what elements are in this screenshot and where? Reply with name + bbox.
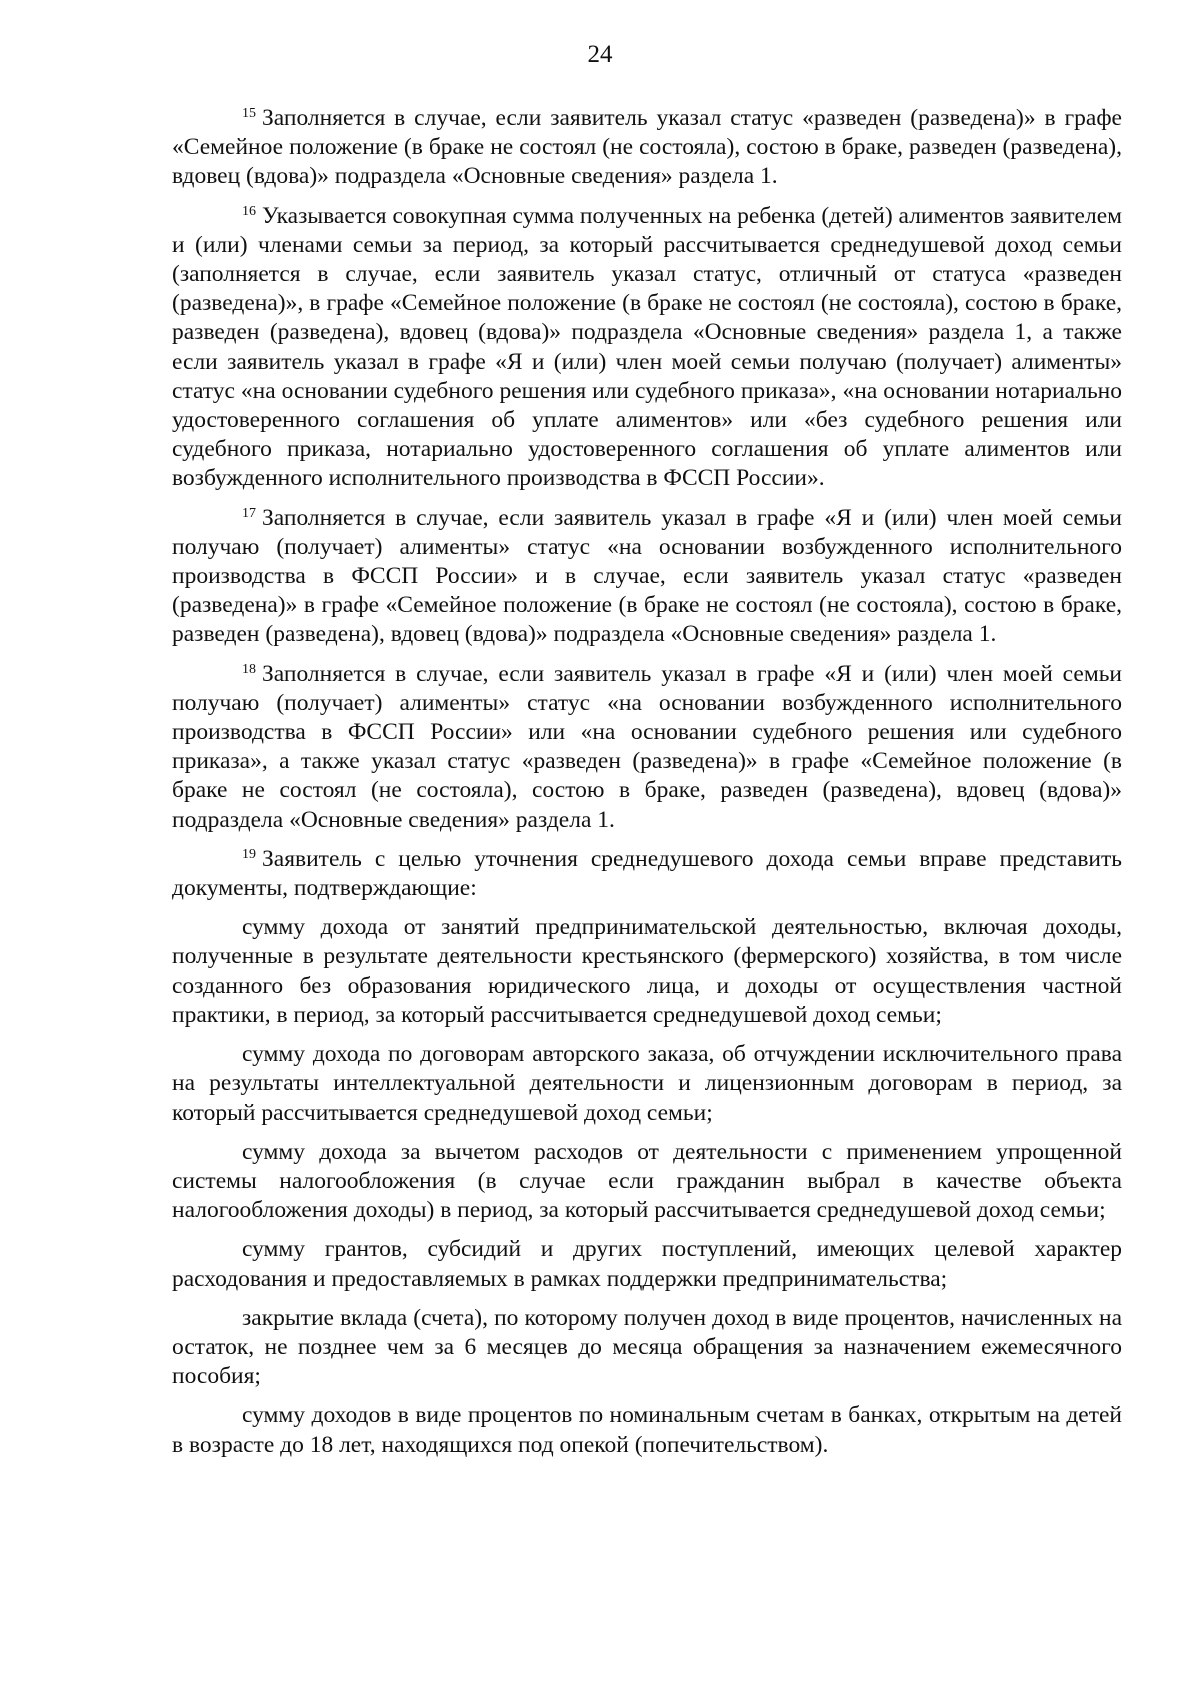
footnote-marker: 18 — [242, 661, 256, 677]
list-item: сумму грантов, субсидий и других поступлений, имеющих целевой характер расходования и предоставляемых в рамках поддержки предпринимательства; — [172, 1236, 1122, 1292]
list-item: сумму доходов в виде процентов по номинальным счетам в банках, открытым на детей в возрасте до 18 лет, находящихся под опекой (попечительством). — [172, 1402, 1122, 1458]
footnote-17 — [172, 504, 1122, 650]
list-item: сумму дохода по договорам авторского заказа, об отчуждении исключительного права на результаты интеллектуальной деятельности и лицензионным договорам в период, за который рассчитывается среднедушевой доход семьи; — [172, 1041, 1122, 1126]
footnote-marker: 16 — [242, 203, 256, 219]
page-number: 24 — [587, 41, 613, 68]
footnote-15 — [172, 104, 1122, 192]
footnote-marker: 15 — [242, 106, 256, 121]
footnote-19 — [172, 845, 1122, 903]
footnote-text: Заполняется в случае, если заявитель указал в графе «Я и (или) член моей семьи получаю (получает) алименты» статус «на основании возбужденного исполнительного производства в ФССП России» или «на основании судебного решения или судебного приказа», а также указал статус «разведен (разведена)» в графе «Семейное положение (в браке не состоял (не состояла), состою в браке, разведен (разведена), вдовец (вдова)» подраздела «Основные сведения» раздела 1. — [172, 660, 1122, 833]
list-item: сумму дохода за вычетом расходов от деятельности с применением упрощенной системы налогообложения (в случае если гражданин выбрал в качестве объекта налогообложения доходы) в период, за который рассчитывается среднедушевой доход семьи; — [172, 1138, 1122, 1224]
footnote-text: Заполняется в случае, если заявитель указал статус «разведен (разведена)» в графе «Семейное положение (в браке не состоял (не состояла), состою в браке, разведен (разведена), вдовец (вдова)» подраздела «Основные сведения» раздела 1. — [172, 105, 1122, 190]
list-item: сумму дохода от занятий предпринимательской деятельностью, включая доходы, полученные в результате деятельности крестьянского (фермерского) хозяйства, в том числе созданного без образования юридического лица, и доходы от осуществления частной практики, в период, за который рассчитывается среднедушевой доход семьи; — [172, 914, 1122, 1028]
footnote-marker: 17 — [242, 505, 256, 521]
footnote-16 — [172, 202, 1122, 494]
footnote-text: Указывается совокупная сумма полученных на ребенка (детей) алиментов заявителем и (или) членами семьи за период, за который рассчитывается среднедушевой доход семьи (заполняется в случае, если заявитель указал статус, отличный от статуса «разведен (разведена)», в графе «Семейное положение (в браке не состоял (не состояла), состою в браке, разведен (разведена), вдовец (вдова)» подраздела «Основные сведения» раздела 1, а также если заявитель указал в графе «Я и (или) член моей семьи получаю (получает) алименты» статус «на основании судебного решения или судебного приказа», «на основании нотариально удостоверенного соглашения об уплате алиментов» или «без судебного решения или судебного приказа, нотариально удостоверенного соглашения об уплате алиментов или возбужденного исполнительного производства в ФССП России». — [172, 202, 1122, 492]
footnote-text: Заполняется в случае, если заявитель указал в графе «Я и (или) член моей семьи получаю (получает) алименты» статус «на основании возбужденного исполнительного производства в ФССП России» и в случае, если заявитель указал статус «разведен (разведена)» в графе «Семейное положение (в браке не состоял (не состояла), состою в браке, разведен (разведена), вдовец (вдова)» подраздела «Основные сведения» раздела 1. — [172, 504, 1122, 648]
footnote-marker: 19 — [242, 846, 256, 862]
footnotes-body — [172, 104, 1122, 1470]
footnote-text: Заявитель с целью уточнения среднедушевого дохода семьи вправе представить документы, подтверждающие: — [172, 845, 1122, 902]
list-item: закрытие вклада (счета), по которому получен доход в виде процентов, начисленных на остаток, не позднее чем за 6 месяцев до месяца обращения за назначением ежемесячного пособия; — [172, 1304, 1122, 1390]
footnote-18 — [172, 660, 1122, 835]
